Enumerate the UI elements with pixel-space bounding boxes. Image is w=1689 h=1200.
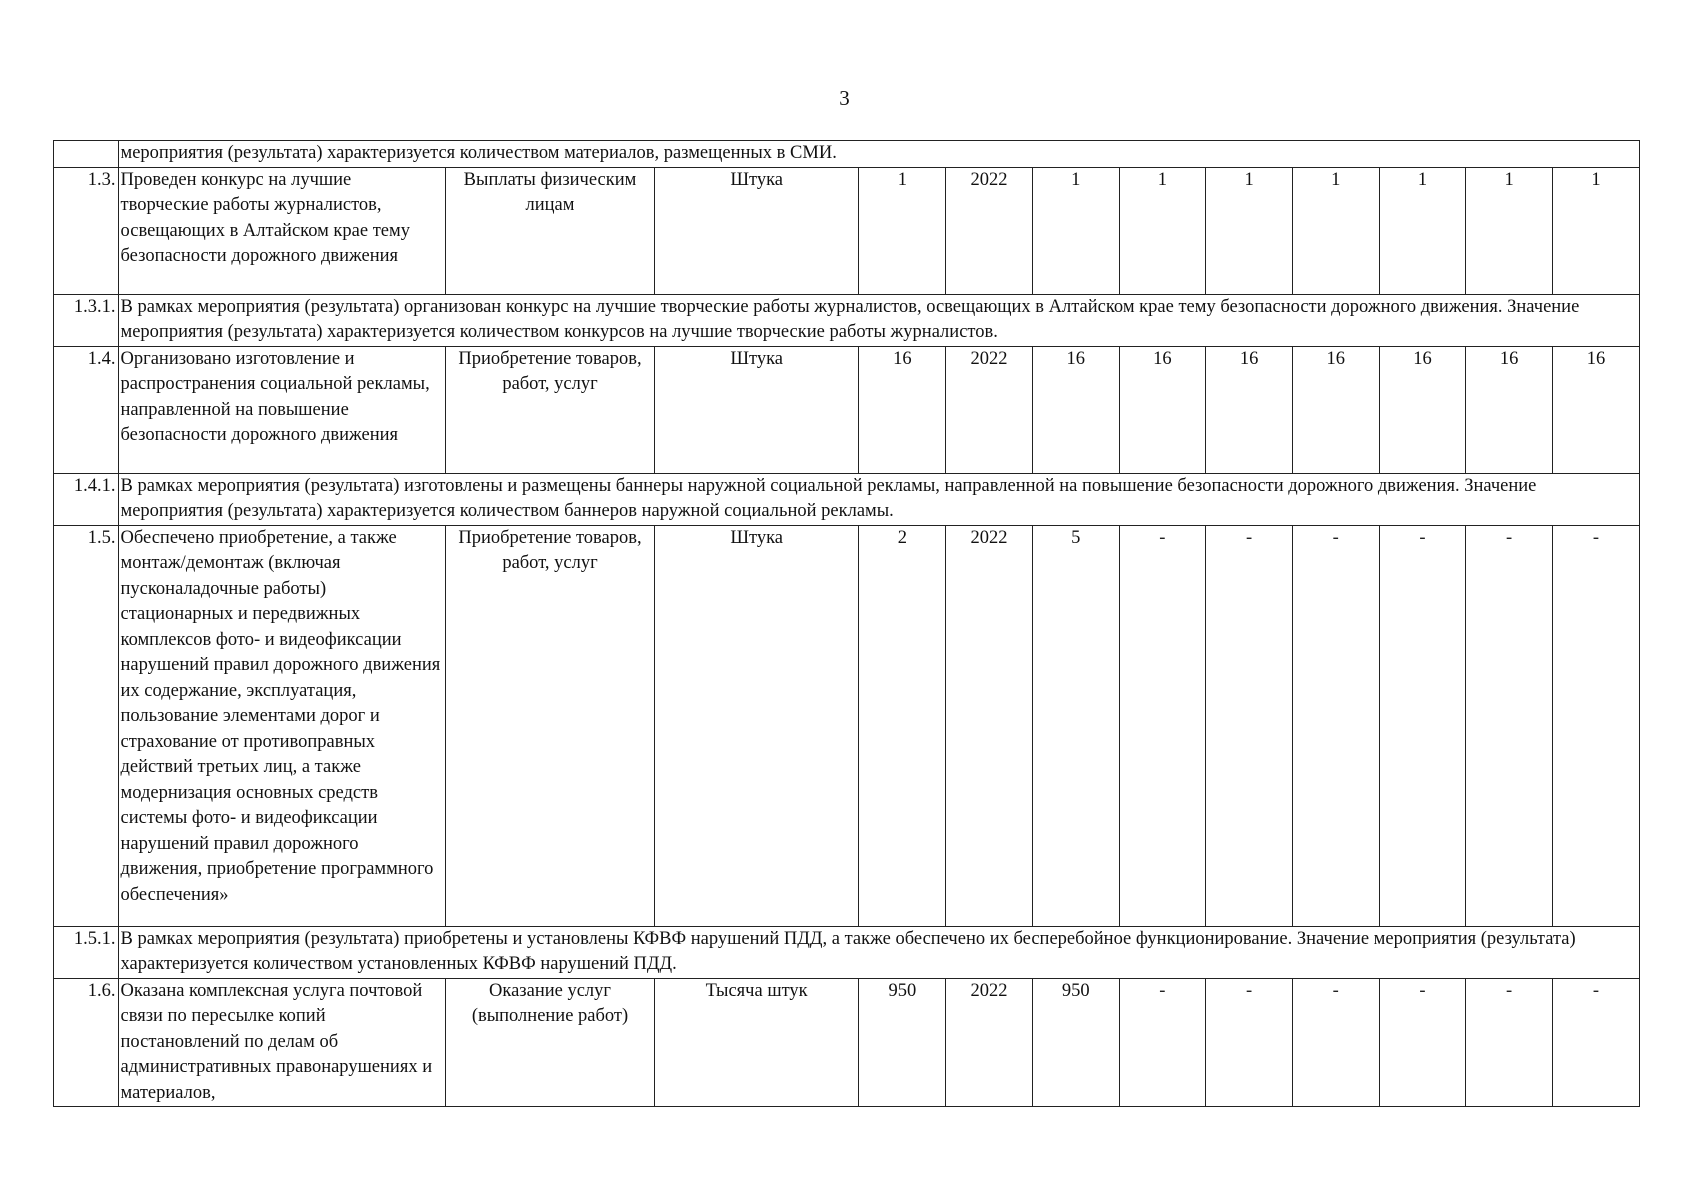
unit-of-measure: Штука xyxy=(654,167,859,294)
year-value: 16 xyxy=(1032,346,1119,473)
result-type: Оказание услуг (выполнение работ) xyxy=(446,978,655,1107)
row-number: 1.4.1. xyxy=(54,473,119,525)
year-value: - xyxy=(1292,525,1379,926)
program-table xyxy=(53,140,1640,1107)
base-value: 1 xyxy=(859,167,946,294)
table-row xyxy=(54,346,1640,473)
table-row xyxy=(54,525,1640,926)
row-description: В рамках мероприятия (результата) изготовлены и размещены баннеры наружной социальной рекламы, направленной на повышение безопасности дорожного движения. Значение мероприятия (результата) характеризуется количеством баннеров наружной социальной рекламы. xyxy=(118,473,1639,525)
row-number xyxy=(54,141,119,168)
base-value: 950 xyxy=(859,978,946,1107)
row-number: 1.3.1. xyxy=(54,294,119,346)
year-value: - xyxy=(1466,978,1553,1107)
row-number: 1.3. xyxy=(54,167,119,294)
result-type: Приобретение товаров, работ, услуг xyxy=(446,525,655,926)
year-value: 1 xyxy=(1292,167,1379,294)
year-value: 16 xyxy=(1379,346,1466,473)
year-value: - xyxy=(1552,978,1639,1107)
year-value: 16 xyxy=(1292,346,1379,473)
year-value: 5 xyxy=(1032,525,1119,926)
row-description: В рамках мероприятия (результата) приобретены и установлены КФВФ нарушений ПДД, а также обеспечено их бесперебойное функционирование. Значение мероприятия (результата) характеризуется количеством установленных КФВФ нарушений ПДД. xyxy=(118,926,1639,978)
result-name: Оказана комплексная услуга почтовой связи по пересылке копий постановлений по делам об административных правонарушениях и материалов, xyxy=(118,978,446,1107)
base-value: 16 xyxy=(859,346,946,473)
year-value: - xyxy=(1206,525,1293,926)
year-value: 1 xyxy=(1466,167,1553,294)
year-value: - xyxy=(1119,978,1206,1107)
year-value: - xyxy=(1119,525,1206,926)
unit-of-measure: Штука xyxy=(654,525,859,926)
base-year: 2022 xyxy=(946,167,1033,294)
result-name: Обеспечено приобретение, а также монтаж/демонтаж (включая пусконаладочные работы) стационарных и передвижных комплексов фото- и видеофиксации нарушений правил дорожного движения их содержание, эксплуатация, пользование элементами дорог и страхование от противоправных действий третьих лиц, а также модернизация основных средств системы фото- и видеофиксации нарушений правил дорожного движения, приобретение программного обеспечения» xyxy=(118,525,446,926)
year-value: 1 xyxy=(1032,167,1119,294)
table-row xyxy=(54,167,1640,294)
description-row xyxy=(54,141,1640,168)
row-number: 1.6. xyxy=(54,978,119,1107)
row-number: 1.5.1. xyxy=(54,926,119,978)
year-value: 1 xyxy=(1379,167,1466,294)
base-value: 2 xyxy=(859,525,946,926)
year-value: 16 xyxy=(1552,346,1639,473)
result-name: Проведен конкурс на лучшие творческие работы журналистов, освещающих в Алтайском крае тему безопасности дорожного движения xyxy=(118,167,446,294)
base-year: 2022 xyxy=(946,525,1033,926)
row-description: В рамках мероприятия (результата) организован конкурс на лучшие творческие работы журналистов, освещающих в Алтайском крае тему безопасности дорожного движения. Значение мероприятия (результата) характеризуется количеством конкурсов на лучшие творческие работы журналистов. xyxy=(118,294,1639,346)
year-value: 16 xyxy=(1466,346,1553,473)
year-value: - xyxy=(1466,525,1553,926)
unit-of-measure: Тысяча штук xyxy=(654,978,859,1107)
description-row xyxy=(54,294,1640,346)
table-row xyxy=(54,978,1640,1107)
result-type: Приобретение товаров, работ, услуг xyxy=(446,346,655,473)
year-value: - xyxy=(1552,525,1639,926)
year-value: 1 xyxy=(1552,167,1639,294)
row-number: 1.4. xyxy=(54,346,119,473)
result-type: Выплаты физическим лицам xyxy=(446,167,655,294)
result-name: Организовано изготовление и распространения социальной рекламы, направленной на повышение безопасности дорожного движения xyxy=(118,346,446,473)
row-number: 1.5. xyxy=(54,525,119,926)
page-number: 3 xyxy=(839,86,850,110)
year-value: - xyxy=(1292,978,1379,1107)
unit-of-measure: Штука xyxy=(654,346,859,473)
year-value: - xyxy=(1206,978,1293,1107)
year-value: 1 xyxy=(1206,167,1293,294)
year-value: 16 xyxy=(1206,346,1293,473)
year-value: 1 xyxy=(1119,167,1206,294)
base-year: 2022 xyxy=(946,346,1033,473)
year-value: - xyxy=(1379,978,1466,1107)
base-year: 2022 xyxy=(946,978,1033,1107)
description-row xyxy=(54,473,1640,525)
description-row xyxy=(54,926,1640,978)
year-value: 950 xyxy=(1032,978,1119,1107)
year-value: 16 xyxy=(1119,346,1206,473)
year-value: - xyxy=(1379,525,1466,926)
row-description: мероприятия (результата) характеризуется количеством материалов, размещенных в СМИ. xyxy=(118,141,1639,168)
